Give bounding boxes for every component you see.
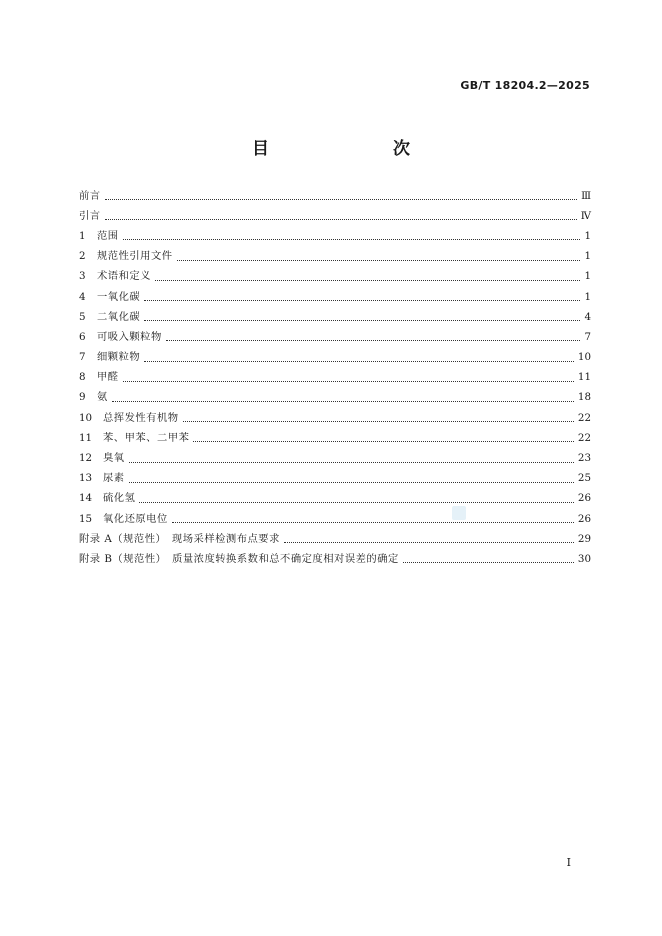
toc-entry-section-14[interactable]: [79, 489, 591, 509]
toc-entry-number: 12: [79, 452, 93, 465]
toc-entry-page: Ⅳ: [580, 209, 591, 222]
dot-leader: [144, 293, 580, 301]
dot-leader: [105, 192, 577, 200]
toc-entry-label: 范围: [97, 229, 119, 242]
dot-leader: [172, 515, 574, 523]
toc-entry-label: 甲醛: [97, 371, 119, 384]
toc-entry-section-8[interactable]: [79, 368, 591, 388]
toc-entry-number: 7: [79, 351, 86, 364]
toc-entry-number: 1: [79, 229, 86, 242]
toc-entry-label: 氧化还原电位: [103, 512, 168, 525]
toc-entry-number: 14: [79, 492, 93, 505]
toc-entry-label: 附录 B（规范性） 质量浓度转换系数和总不确定度相对误差的确定: [79, 552, 399, 565]
toc-entry-section-7[interactable]: [79, 348, 591, 368]
toc-entry-page: 26: [577, 512, 591, 525]
toc-entry-label: 总挥发性有机物: [103, 411, 179, 424]
dot-leader: [183, 414, 574, 422]
table-of-contents: [79, 186, 591, 570]
toc-entry-number: 2: [79, 250, 86, 263]
toc-entry-section-9[interactable]: [79, 388, 591, 408]
toc-entry-page: 18: [577, 391, 591, 404]
toc-entry-label: 前言: [79, 189, 101, 202]
dot-leader: [155, 273, 580, 281]
toc-entry-page: 30: [577, 552, 591, 565]
dot-leader: [123, 374, 574, 382]
toc-entry-label: 规范性引用文件: [97, 250, 173, 263]
toc-entry-label: 引言: [79, 209, 101, 222]
toc-entry-label: 术语和定义: [97, 270, 151, 283]
dot-leader: [193, 434, 574, 442]
toc-entry-page: 25: [577, 472, 591, 485]
toc-title: 目 次: [252, 139, 440, 159]
toc-entry-number: 13: [79, 472, 93, 485]
page-number: Ⅰ: [566, 856, 571, 869]
toc-entry-number: 15: [79, 512, 93, 525]
toc-entry-page: 1: [584, 270, 591, 283]
standard-code: GB/T 18204.2—2025: [460, 79, 590, 92]
toc-entry-page: 23: [577, 452, 591, 465]
dot-leader: [144, 354, 574, 362]
toc-entry-number: 3: [79, 270, 86, 283]
toc-entry-label: 附录 A（规范性） 现场采样检测布点要求: [79, 532, 280, 545]
toc-entry-section-4[interactable]: [79, 287, 591, 307]
toc-entry-section-10[interactable]: [79, 408, 591, 428]
toc-entry-page: Ⅲ: [581, 189, 591, 202]
toc-entry-page: 4: [584, 310, 591, 323]
toc-entry-page: 1: [584, 229, 591, 242]
toc-entry-page: 26: [577, 492, 591, 505]
dot-leader: [139, 495, 574, 503]
toc-entry-appendix-b[interactable]: [79, 549, 591, 569]
toc-entry-section-5[interactable]: [79, 307, 591, 327]
dot-leader: [166, 333, 581, 341]
toc-entry-label: 尿素: [103, 472, 125, 485]
toc-entry-section-12[interactable]: [79, 448, 591, 468]
toc-entry-number: 6: [79, 330, 86, 343]
toc-entry-label: 一氧化碳: [97, 290, 141, 303]
toc-entry-label: 二氧化碳: [97, 310, 141, 323]
toc-entry-section-6[interactable]: [79, 327, 591, 347]
dot-leader: [403, 555, 574, 563]
toc-entry-section-15[interactable]: [79, 509, 591, 529]
dot-leader: [284, 535, 574, 543]
toc-entry-section-3[interactable]: [79, 267, 591, 287]
toc-entry-number: 4: [79, 290, 86, 303]
toc-entry-page: 11: [577, 371, 591, 384]
toc-entry-page: 10: [577, 351, 591, 364]
dot-leader: [129, 475, 574, 483]
toc-entry-number: 11: [79, 431, 93, 444]
dot-leader: [129, 455, 574, 463]
toc-entry-number: 5: [79, 310, 86, 323]
toc-entry-page: 1: [584, 250, 591, 263]
toc-entry-label: 硫化氢: [103, 492, 136, 505]
toc-entry-foreword[interactable]: [79, 186, 591, 206]
toc-entry-number: 10: [79, 411, 93, 424]
toc-entry-section-13[interactable]: [79, 469, 591, 489]
toc-entry-introduction[interactable]: [79, 206, 591, 226]
toc-entry-label: 苯、甲苯、二甲苯: [103, 431, 190, 444]
toc-entry-section-11[interactable]: [79, 428, 591, 448]
dot-leader: [112, 394, 574, 402]
watermark-icon: [452, 506, 466, 520]
toc-entry-number: 8: [79, 371, 86, 384]
toc-entry-page: 1: [584, 290, 591, 303]
toc-entry-label: 细颗粒物: [97, 351, 141, 364]
dot-leader: [123, 232, 581, 240]
dot-leader: [177, 253, 581, 261]
toc-entry-section-2[interactable]: [79, 247, 591, 267]
toc-entry-page: 22: [577, 431, 591, 444]
dot-leader: [144, 313, 580, 321]
toc-entry-page: 22: [577, 411, 591, 424]
toc-entry-label: 可吸入颗粒物: [97, 330, 162, 343]
toc-entry-label: 氨: [97, 391, 108, 404]
toc-entry-label: 臭氧: [103, 452, 125, 465]
toc-entry-page: 7: [584, 330, 591, 343]
toc-entry-section-1[interactable]: [79, 226, 591, 246]
dot-leader: [105, 212, 577, 220]
toc-entry-appendix-a[interactable]: [79, 529, 591, 549]
toc-entry-number: 9: [79, 391, 86, 404]
toc-entry-page: 29: [577, 532, 591, 545]
